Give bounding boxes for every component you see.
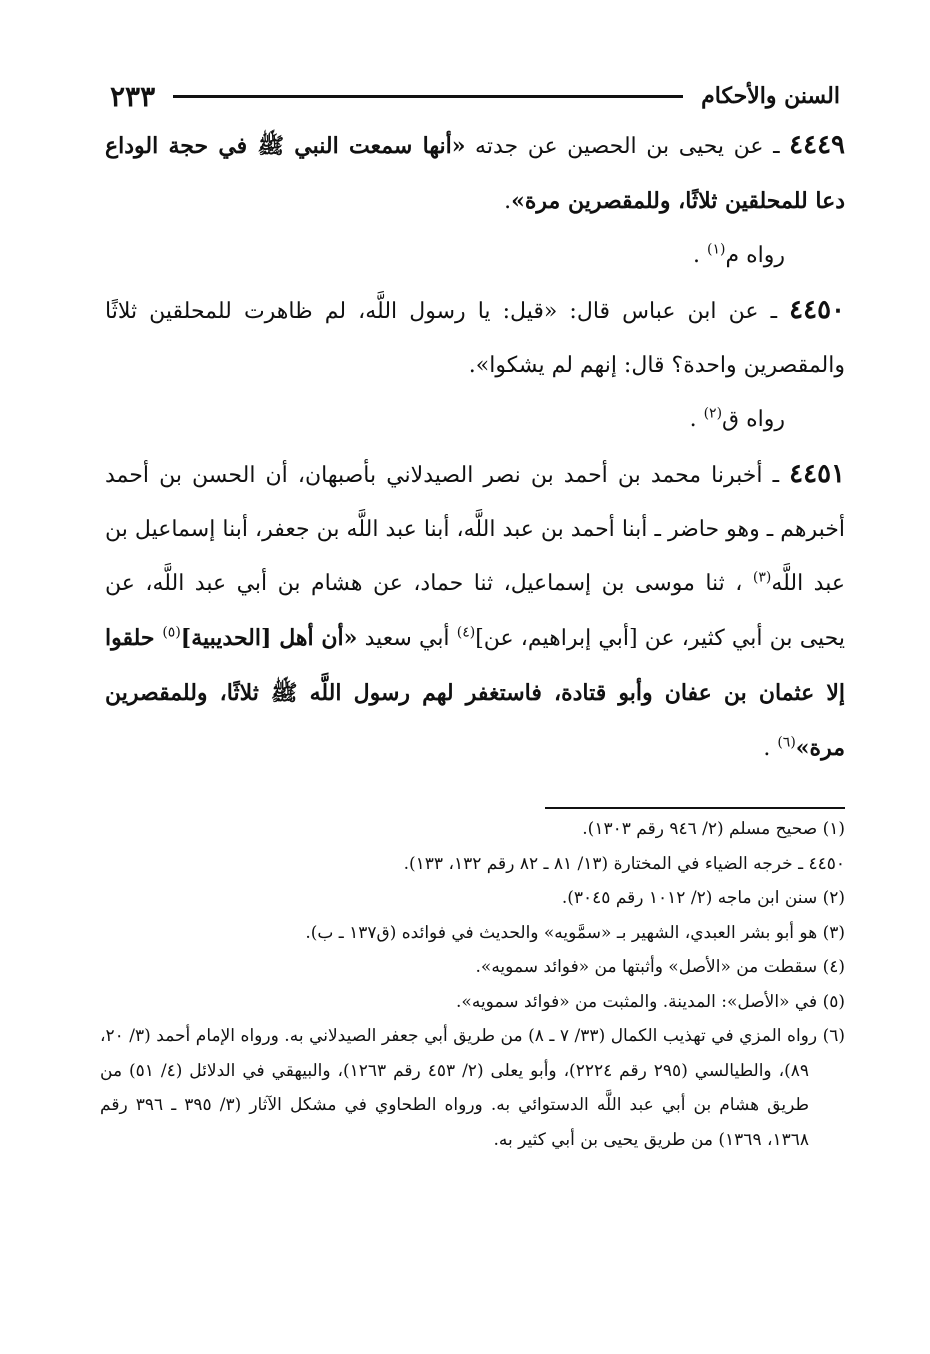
- footnote-4450: ٤٤٥٠ ـ خرجه الضياء في المختارة (١٣/ ٨١ ـ ٨٢ رقم ١٣٢، ١٣٣).: [403, 853, 845, 874]
- footnote-2: (٢) سنن ابن ماجه (٢/ ١٠١٢ رقم ٣٠٤٥).: [561, 888, 845, 908]
- attribution-text: رواه ق: [722, 407, 785, 432]
- hadith-number: ٤٤٥١: [789, 459, 845, 489]
- footnote-marker: (٥): [162, 624, 181, 641]
- main-text: [105, 118, 845, 776]
- hadith-number: ٤٤٤٩: [789, 130, 845, 160]
- hadith-quote: «أنها سمعت النبي ﷺ في حجة الوداع دعا للمحلقين ثلاثًا، وللمقصرين مرة»: [105, 133, 845, 214]
- footnote-separator: [545, 807, 845, 809]
- hadith-quote-cont: حلقوا إلا عثمان بن عفان وأبو قتادة، فاستغفر لهم رسول اللَّه ﷺ ثلاثًا، وللمقصرين مرة»: [105, 625, 845, 761]
- footnote-1: (١) صحيح مسلم (٢/ ٩٤٦ رقم ١٣٠٣).: [582, 819, 845, 839]
- hadith-intro: ـ عن يحيى بن الحصين عن جدته: [465, 134, 790, 159]
- hadith-quote: «قيل: يا رسول اللَّه، لم ظاهرت للمحلقين ثلاثًا والمقصرين واحدة؟ قال: إنهم لم يشكوا»: [105, 299, 845, 378]
- footnotes: [100, 812, 845, 1157]
- attribution-end: .: [689, 407, 704, 432]
- attribution-end: .: [693, 243, 708, 268]
- footnote-6: (٦) رواه المزي في تهذيب الكمال (٣٣/ ٧ ـ ٨) من طريق أبي جعفر الصيدلاني به. ورواه الإمام أحمد (٣/ ٢٠، ٨٩)، والطيالسي (٢٩٥ رقم ٢٢٢٤)، وأبو يعلى (٢/ ٤٥٣ رقم ١٢٦٣)، والبيهقي في الدلائل (٤/ ٥١) من طريق هشام بن أبي عبد اللَّه الدستوائي به. ورواه الطحاوي في مشكل الآثار (٣/ ٣٩٥ ـ ٣٩٦ رقم ١٣٦٨، ١٣٦٩) من طريق يحيى بن أبي كثير به.: [100, 1026, 846, 1150]
- hadith-4451: [105, 447, 845, 776]
- footnote-5: (٥) في «الأصل»: المدينة. والمثبت من «فوائد سمويه».: [456, 991, 845, 1012]
- hadith-end: .: [504, 189, 512, 214]
- hadith-end: .: [763, 736, 778, 761]
- hadith-intro: ـ عن ابن عباس قال:: [557, 299, 790, 324]
- page-header: [110, 72, 840, 120]
- hadith-4449: [105, 118, 845, 229]
- hadith-isnad-a: ـ أخبرنا محمد بن أحمد بن نصر الصيدلاني بأصبهان، أن الحسن بن أحمد أخبرهم ـ وهو حاضر ـ أبنا أحمد بن عبد اللَّه، أبنا عبد اللَّه بن جعفر، أبنا إسماعيل بن عبد اللَّه: [105, 463, 845, 596]
- hadith-number: ٤٤٥٠: [789, 295, 845, 325]
- footnote-marker: (٦): [777, 734, 796, 751]
- footnote-marker: (٤): [456, 624, 476, 641]
- footnote-marker: (٢): [703, 405, 723, 422]
- footnote-marker: (١): [707, 241, 726, 258]
- hadith-attribution: [105, 393, 845, 447]
- hadith-attribution: [105, 229, 845, 283]
- attribution-text: رواه م: [725, 243, 785, 268]
- hadith-isnad-b: ، ثنا موسى بن إسماعيل، ثنا حماد، عن هشام بن أبي عبد اللَّه، عن يحيى بن أبي كثير، عن [أبي إبراهيم، عن]: [105, 571, 845, 651]
- footnote-4: (٤) سقطت من «الأصل» وأثبتها من «فوائد سمويه».: [475, 957, 845, 977]
- header-rule: [173, 95, 683, 98]
- hadith-quote: «أن أهل [الحديبية]: [180, 625, 358, 651]
- hadith-end: .: [468, 353, 476, 378]
- running-title: السنن والأحكام: [701, 83, 840, 109]
- page-number: ٢٣٣: [110, 79, 156, 113]
- footnote-marker: (٣): [752, 569, 772, 586]
- footnote-3: (٣) هو أبو بشر العبدي، الشهير بـ «سمَّويه» والحديث في فوائده (ق١٣٧ ـ ب).: [305, 922, 845, 943]
- hadith-isnad-c: أبي سعيد: [357, 626, 457, 651]
- hadith-4450: [105, 283, 845, 393]
